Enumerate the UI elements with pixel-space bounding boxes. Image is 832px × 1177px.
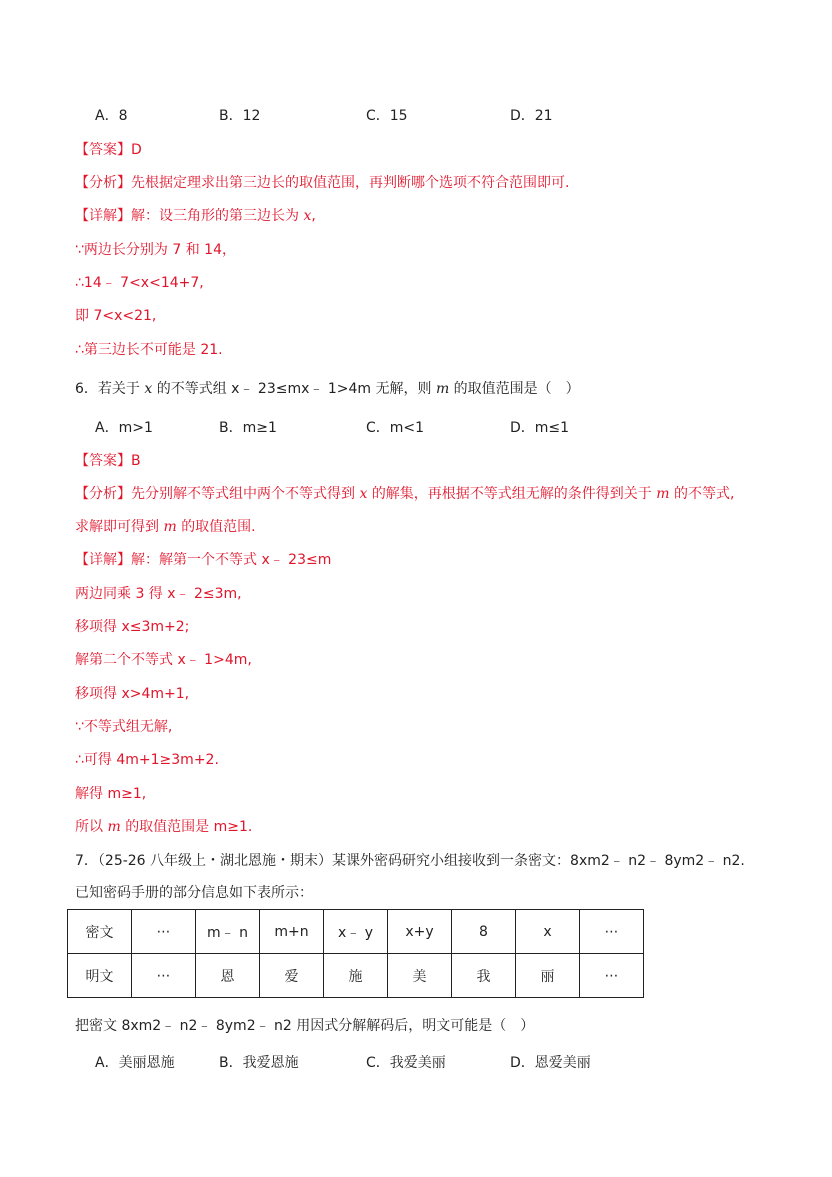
variable-x: x [144,381,153,397]
table-row-plain [68,954,644,998]
table-cell: 美 [388,954,452,998]
table-cell: m﹣ n [196,910,260,954]
q6-stem-part: 的不等式组 x﹣ 23≤mx﹣ 1>4m 无解，则 [156,381,432,397]
q5-step-2: ∴14﹣ 7<x<14+7, [75,275,204,291]
q5-option-d[interactable]: D．21 [510,108,553,124]
detail-label: 【详解】 [75,208,131,224]
analysis-text: 的不等式, [674,486,735,502]
q6-conclusion [75,817,252,837]
table-cell: 施 [324,954,388,998]
table-cell: ⋯ [580,910,644,954]
analysis-text: 求解即可得到 [75,519,159,535]
q7-option-d[interactable]: D．恩爱美丽 [510,1055,591,1071]
detail-label: 【详解】 [75,552,131,568]
table-cell: 我 [452,954,516,998]
answer-value: B [131,453,141,469]
q7-question: 把密文 8xm2﹣ n2﹣ 8ym2﹣ n2 用因式分解解码后，明文可能是（ ） [75,1018,535,1034]
variable-m: m [107,819,121,835]
table-cell: 爱 [260,954,324,998]
q6-step-7: 解得 m≥1, [75,786,147,802]
table-cell: 明文 [68,954,132,998]
q5-analysis [75,173,569,193]
answer-value: D [131,142,142,158]
q6-step-2: 移项得 x≤3m+2; [75,619,190,635]
table-cell: ⋯ [580,954,644,998]
q6-step-4: 移项得 x>4m+1, [75,686,190,702]
table-cell: 8 [452,910,516,954]
answer-label: 【答案】 [75,142,131,158]
table-cell: 恩 [196,954,260,998]
q5-step-4: ∴第三边长不可能是 21. [75,342,223,358]
q7-stem-line-2: 已知密码手册的部分信息如下表所示： [75,885,313,901]
q5-option-c[interactable]: C．15 [366,108,408,124]
q5-step-1: ∵两边长分别为 7 和 14， [75,242,236,258]
q6-step-3: 解第二个不等式 x﹣ 1>4m, [75,652,252,668]
variable-m: m [656,486,670,502]
variable-x: x [303,208,312,224]
analysis-text: 的解集，再根据不等式组无解的条件得到关于 [371,486,652,502]
variable-x: x [359,486,368,502]
analysis-label: 【分析】 [75,486,131,502]
analysis-text: 先根据定理求出第三边长的取值范围，再判断哪个选项不符合范围即可. [131,175,570,191]
table-cell: m+n [260,910,324,954]
q5-answer [75,140,142,160]
table-cell: 密文 [68,910,132,954]
detail-text: 解：解第一个不等式 x﹣ 23≤m [131,552,332,568]
q6-option-d[interactable]: D．m≤1 [510,420,570,436]
q5-option-a[interactable]: A．8 [95,108,128,124]
q6-stem [75,379,580,399]
q5-detail [75,206,316,226]
table-row-cipher [68,910,644,954]
q7-stem-line-1: 7．（25-26 八年级上・湖北恩施・期末）某课外密码研究小组接收到一条密文：8xm2﹣ n2﹣ 8ym2﹣ n2. [75,853,745,869]
q5-option-b[interactable]: B．12 [219,108,261,124]
q6-option-b[interactable]: B．m≥1 [219,420,277,436]
q6-analysis [75,484,734,504]
detail-text: 解：设三角形的第三边长为 [131,208,299,224]
q6-option-c[interactable]: C．m<1 [366,420,425,436]
table-cell: ⋯ [132,910,196,954]
analysis-label: 【分析】 [75,175,131,191]
conclusion-text: 所以 [75,819,103,835]
q6-detail [75,550,331,570]
answer-label: 【答案】 [75,453,131,469]
q6-analysis-cont [75,517,256,537]
analysis-text: 的取值范围. [181,519,256,535]
q6-step-5: ∵不等式组无解, [75,719,173,735]
q7-option-c[interactable]: C．我爱美丽 [366,1055,446,1071]
variable-m: m [163,519,177,535]
table-cell: x [516,910,580,954]
q6-stem-part: 的取值范围是（ ） [453,381,580,397]
q6-step-6: ∴可得 4m+1≥3m+2. [75,752,219,768]
q7-option-b[interactable]: B．我爱恩施 [219,1055,299,1071]
detail-punct: , [311,208,316,224]
q5-step-3: 即 7<x<21, [75,308,157,324]
q6-answer [75,451,141,471]
table-cell: ⋯ [132,954,196,998]
table-cell: x﹣ y [324,910,388,954]
variable-m: m [435,381,450,397]
q6-stem-part: 6．若关于 [75,381,140,397]
q6-option-a[interactable]: A．m>1 [95,420,153,436]
q6-step-1: 两边同乘 3 得 x﹣ 2≤3m, [75,586,242,602]
conclusion-text: 的取值范围是 m≥1. [125,819,253,835]
analysis-text: 先分别解不等式组中两个不等式得到 [131,486,355,502]
cipher-table [67,909,644,998]
table-cell: 丽 [516,954,580,998]
table-cell: x+y [388,910,452,954]
q7-option-a[interactable]: A．美丽恩施 [95,1055,175,1071]
